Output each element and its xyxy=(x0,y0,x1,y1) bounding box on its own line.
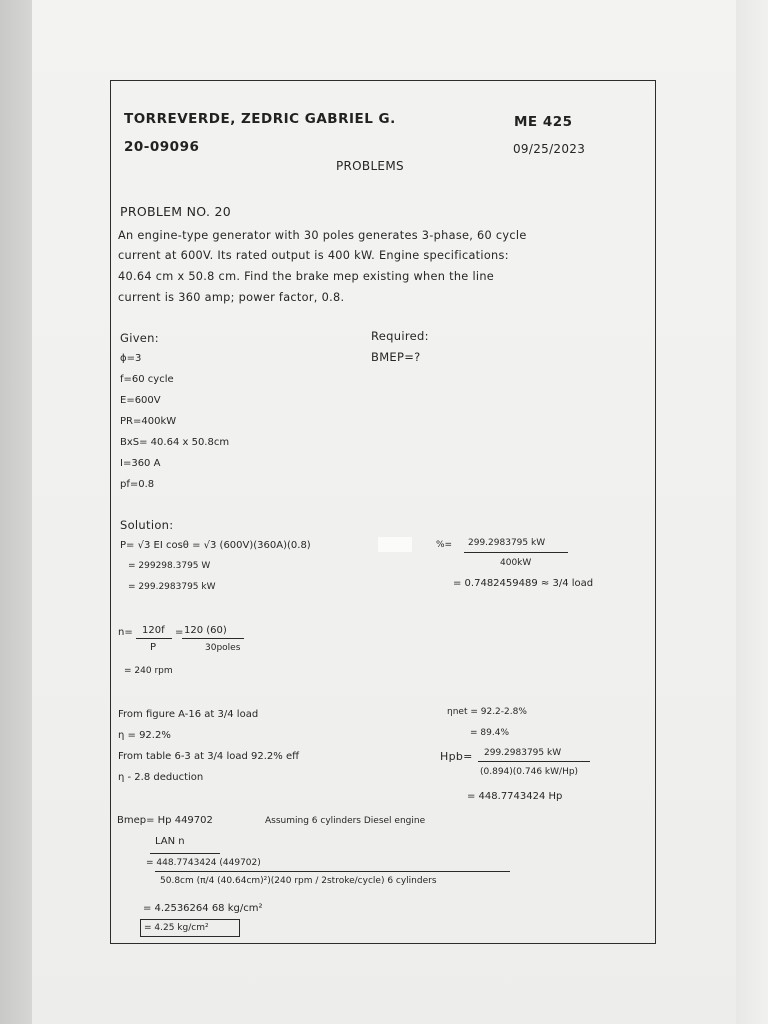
speed-numerator-2: 120 (60) xyxy=(184,625,227,636)
brake-hp-numerator: 299.2983795 kW xyxy=(484,748,562,758)
given-item: I=360 A xyxy=(120,458,161,469)
speed-denominator: P xyxy=(150,642,157,653)
solution-label: Solution: xyxy=(120,518,174,532)
speed-equals: = xyxy=(175,627,184,638)
table-reference: From table 6-3 at 3/4 load 92.2% eff xyxy=(118,751,300,762)
given-item: PR=400kW xyxy=(120,416,177,427)
load-percent-denominator: 400kW xyxy=(500,558,532,568)
bmep-denominator: 50.8cm (π/4 (40.64cm)²)(240 rpm / 2stroke/cycle) 6 cylinders xyxy=(160,876,437,886)
speed-numerator: 120f xyxy=(142,625,165,636)
speed-denominator-2: 30poles xyxy=(205,643,241,653)
power-kilowatts: = 299.2983795 kW xyxy=(128,582,216,592)
net-efficiency: ηnet = 92.2-2.8% xyxy=(447,707,527,717)
figure-reference: From figure A-16 at 3/4 load xyxy=(118,709,259,720)
bmep-assumption: Assuming 6 cylinders Diesel engine xyxy=(265,816,426,826)
required-item: BMEP=? xyxy=(371,350,421,364)
page-title: PROBLEMS xyxy=(336,159,404,173)
speed-label: n= xyxy=(118,627,133,638)
correction-patch xyxy=(378,537,412,552)
given-item: BxS= 40.64 x 50.8cm xyxy=(120,437,230,448)
bmep-formula: Bmep= Hp 449702 xyxy=(117,815,213,826)
bmep-numerator: = 448.7743424 (449702) xyxy=(146,858,261,868)
given-item: f=60 cycle xyxy=(120,374,174,385)
problem-line: An engine-type generator with 30 poles generates 3-phase, 60 cycle xyxy=(118,229,527,242)
efficiency-deduction: η - 2.8 deduction xyxy=(118,772,204,783)
student-name: TORREVERDE, ZEDRIC GABRIEL G. xyxy=(124,111,396,127)
power-watts: = 299298.3795 W xyxy=(128,561,211,571)
fraction-bar xyxy=(182,638,244,639)
efficiency-value: η = 92.2% xyxy=(118,730,171,741)
fraction-bar xyxy=(150,853,220,854)
given-label: Given: xyxy=(120,331,159,345)
load-percent-numerator: 299.2983795 kW xyxy=(468,538,546,548)
backdrop-right xyxy=(736,0,768,1024)
fraction-bar xyxy=(464,552,568,553)
problem-line: current is 360 amp; power factor, 0.8. xyxy=(118,291,345,304)
backdrop xyxy=(0,0,32,1024)
fraction-bar xyxy=(478,761,590,762)
given-item: E=600V xyxy=(120,395,161,406)
fraction-bar xyxy=(136,638,172,639)
final-answer: = 4.25 kg/cm² xyxy=(144,923,209,933)
required-label: Required: xyxy=(371,329,429,343)
given-item: ϕ=3 xyxy=(120,353,142,364)
date: 09/25/2023 xyxy=(513,142,586,156)
bmep-formula-denominator: LAN n xyxy=(155,836,185,847)
problem-heading: PROBLEM NO. 20 xyxy=(120,204,231,219)
fraction-bar xyxy=(155,871,510,872)
speed-result: = 240 rpm xyxy=(124,666,173,676)
brake-hp-label: Hpb= xyxy=(440,750,473,763)
course-code: ME 425 xyxy=(514,114,573,130)
brake-hp-result: = 448.7743424 Hp xyxy=(467,791,563,802)
load-percent-result: = 0.7482459489 ≈ 3/4 load xyxy=(453,578,594,589)
bmep-result: = 4.2536264 68 kg/cm² xyxy=(143,903,263,914)
net-efficiency-result: = 89.4% xyxy=(470,728,509,738)
student-id: 20-09096 xyxy=(124,139,200,155)
problem-line: current at 600V. Its rated output is 400 kW. Engine specifications: xyxy=(118,249,509,262)
brake-hp-denominator: (0.894)(0.746 kW/Hp) xyxy=(480,767,579,777)
load-percent-label: %= xyxy=(436,540,453,550)
problem-line: 40.64 cm x 50.8 cm. Find the brake mep existing when the line xyxy=(118,270,495,283)
power-equation: P= √3 EI cosθ = √3 (600V)(360A)(0.8) xyxy=(120,540,311,551)
given-item: pf=0.8 xyxy=(120,479,155,490)
